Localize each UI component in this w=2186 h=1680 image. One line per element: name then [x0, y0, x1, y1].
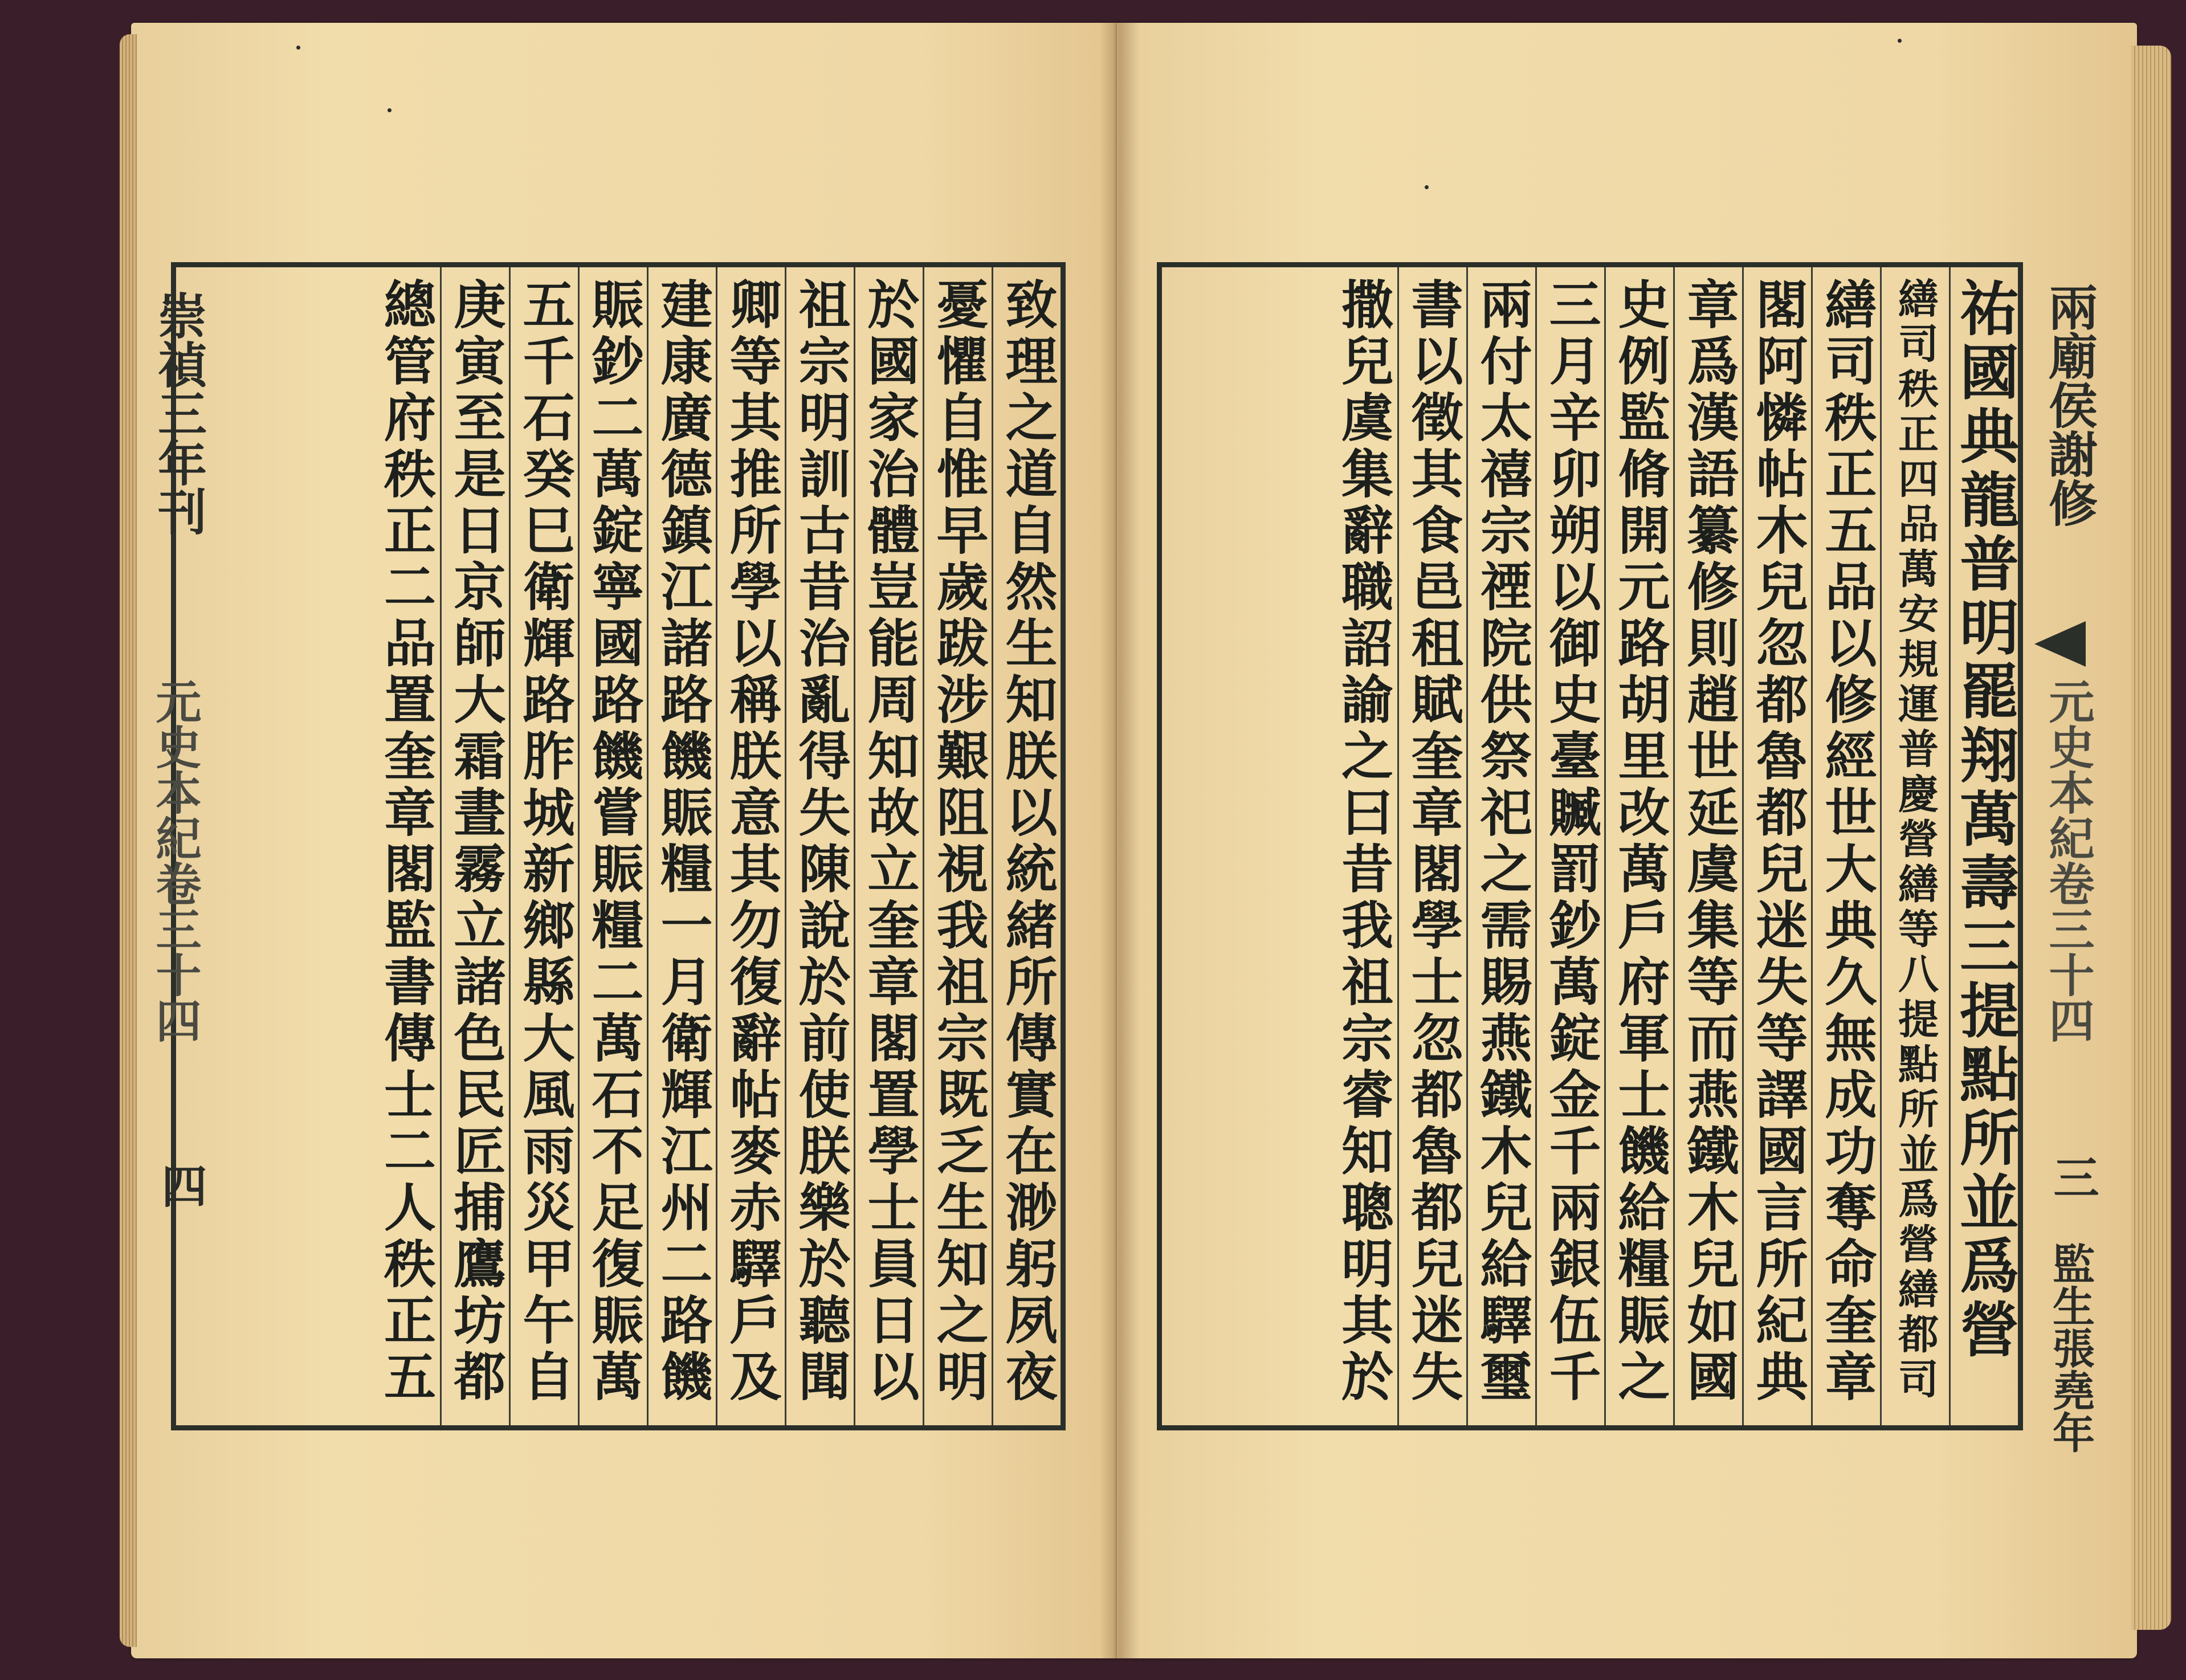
right-column-text: 閣阿憐帖木兒忽都魯都兒迷失等譯國言所紀典	[1747, 278, 1808, 1406]
left-column-text: 賑鈔二萬錠寧國路饑嘗賑糧二萬石不足復賑萬	[583, 278, 644, 1406]
right-column-9	[1397, 267, 1466, 1425]
left-page	[131, 23, 1117, 1658]
left-column-text: 於國家治體豈能周知故立奎章閣置學士員日以	[859, 278, 920, 1406]
right-margin-subtitle: 元史本紀卷三十四	[2041, 678, 2095, 1043]
left-column-text: 庚寅至是日京師大霜晝霧立諸色民匠捕鷹坊都	[445, 278, 506, 1406]
left-text-frame	[171, 262, 1066, 1430]
right-page	[1117, 23, 2137, 1658]
left-margin-page: 四	[154, 1163, 207, 1208]
right-column-text: 章爲漢語纂修則趙世延虞集等而燕鐵木兒如國	[1678, 278, 1739, 1406]
book-gutter	[1100, 23, 1140, 1658]
left-column-text: 祖宗明訓古昔治亂得失陳說於前使朕樂於聽聞	[790, 278, 851, 1406]
right-column-2	[1880, 267, 1949, 1425]
right-column-text: 史例監脩開元路胡里改萬戶府軍士饑給糧賑之	[1609, 278, 1670, 1406]
right-text-frame	[1157, 262, 2023, 1430]
left-margin-subtitle: 元史本紀卷三十四	[148, 678, 202, 1043]
right-page-edges	[2131, 46, 2171, 1630]
right-column-text: 撒兒虞集辭職詔諭之曰昔我祖宗睿知聰明其於	[1333, 278, 1393, 1406]
left-column-3	[854, 267, 923, 1425]
right-column-1	[1949, 267, 2018, 1425]
left-column-10	[371, 267, 440, 1425]
left-column-text: 卿等其推所學以稱朕意其勿復辭帖麥赤驛戶及	[721, 278, 782, 1406]
left-column-text: 建康廣德鎮江諸路饑賑糧一月衛輝江州二路饑	[652, 278, 713, 1406]
left-page-edges	[120, 34, 137, 1647]
left-text-columns	[176, 267, 1061, 1425]
left-column-4	[785, 267, 854, 1425]
right-column-text: 書以徵其食邑租賦奎章閣學士忽都魯都兒迷失	[1402, 278, 1463, 1406]
right-margin-page: 三	[2046, 1154, 2099, 1200]
right-column-10	[1328, 267, 1397, 1425]
right-column-5	[1673, 267, 1742, 1425]
right-text-columns	[1162, 267, 2018, 1425]
left-column-text: 總管府秩正二品置奎章閣監書傳士二人秩正五	[376, 278, 436, 1406]
right-column-6	[1604, 267, 1673, 1425]
left-column-6	[647, 267, 716, 1425]
left-column-1	[992, 267, 1061, 1425]
right-column-4	[1742, 267, 1811, 1425]
right-margin-title: 兩廟侯謝修	[2040, 282, 2098, 527]
ink-speck	[1898, 39, 1902, 43]
ink-speck	[296, 46, 300, 50]
open-book	[131, 23, 2137, 1658]
right-column-3	[1811, 267, 1880, 1425]
ink-speck	[1425, 185, 1429, 189]
right-column-7	[1535, 267, 1604, 1425]
left-column-text: 五千石癸巳衛輝路胙城新鄉縣大風雨災甲午自	[514, 278, 575, 1406]
left-column-text: 憂懼自惟早歲跋涉艱阻視我祖宗既乏生知之明	[928, 278, 989, 1406]
right-column-text: 三月辛卯朔以御史臺贓罰鈔萬錠金千兩銀伍千	[1540, 278, 1601, 1406]
right-column-text: 祐國典龍普明罷翔萬壽三提點所並爲營	[1950, 278, 2020, 1363]
right-column-8	[1466, 267, 1535, 1425]
fish-tail-mark	[2034, 621, 2086, 667]
left-margin-title: 崇禎三年刊	[149, 291, 207, 536]
right-column-text: 繕司秩正四品萬安規運普慶營繕等八提點所並爲營繕都司	[1891, 278, 1940, 1403]
left-column-9	[440, 267, 509, 1425]
right-column-text: 繕司秩正五品以修經世大典久無成功奪命奎章	[1816, 278, 1877, 1406]
left-column-text: 致理之道自然生知朕以統緒所傳實在渺躬夙夜	[997, 278, 1058, 1406]
left-column-7	[578, 267, 647, 1425]
right-margin-credit: 監生張堯年	[2046, 1242, 2095, 1453]
ink-speck	[388, 108, 391, 112]
right-column-text: 兩付太禧宗禋院供祭祀之需賜燕鐵木兒給驛璽	[1471, 278, 1532, 1406]
left-column-5	[716, 267, 785, 1425]
left-column-2	[923, 267, 992, 1425]
left-column-8	[509, 267, 578, 1425]
